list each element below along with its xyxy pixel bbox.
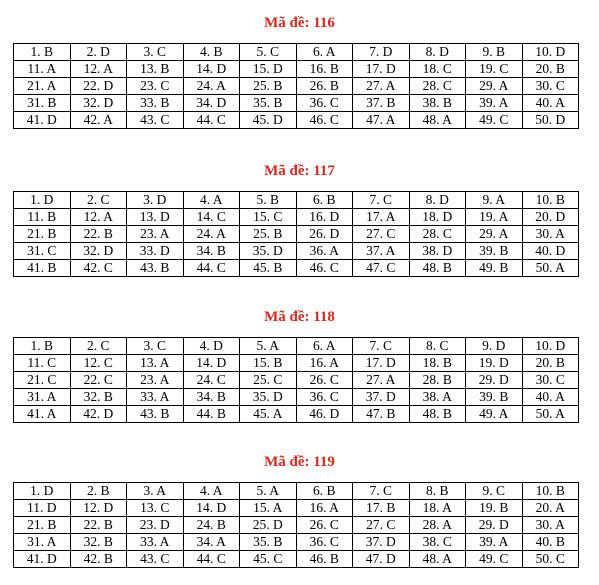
answer-cell: 19. D xyxy=(466,355,523,372)
answer-cell: 2. C xyxy=(70,192,127,209)
answer-cell: 10. D xyxy=(522,44,579,61)
answer-cell: 48. B xyxy=(409,260,466,277)
answer-cell: 32. B xyxy=(70,389,127,406)
answer-cell: 34. B xyxy=(183,389,240,406)
answer-cell: 11. B xyxy=(14,209,71,226)
answer-cell: 9. A xyxy=(466,192,523,209)
answer-section-119 xyxy=(0,452,599,566)
answer-cell: 8. B xyxy=(409,483,466,500)
answer-cell: 50. D xyxy=(522,112,579,129)
answer-cell: 29. D xyxy=(466,517,523,534)
answer-cell: 42. B xyxy=(70,551,127,568)
answer-cell: 3. C xyxy=(127,338,184,355)
answer-table xyxy=(13,191,579,277)
answer-cell: 7. C xyxy=(353,192,410,209)
answer-cell: 28. A xyxy=(409,517,466,534)
answer-cell: 41. B xyxy=(14,260,71,277)
answer-cell: 32. B xyxy=(70,534,127,551)
answer-cell: 26. D xyxy=(296,226,353,243)
answer-cell: 35. B xyxy=(240,95,297,112)
answer-cell: 27. A xyxy=(353,78,410,95)
answer-cell: 13. A xyxy=(127,355,184,372)
answer-cell: 39. A xyxy=(466,95,523,112)
answer-cell: 33. A xyxy=(127,389,184,406)
answer-cell: 9. C xyxy=(466,483,523,500)
answer-cell: 45. C xyxy=(240,551,297,568)
answer-cell: 19. A xyxy=(466,209,523,226)
answer-cell: 30. A xyxy=(522,226,579,243)
answer-cell: 48. A xyxy=(409,112,466,129)
answer-cell: 23. A xyxy=(127,372,184,389)
answer-cell: 13. D xyxy=(127,209,184,226)
answer-cell: 22. C xyxy=(70,372,127,389)
answer-table xyxy=(13,337,579,423)
answer-cell: 26. B xyxy=(296,78,353,95)
answer-cell: 13. B xyxy=(127,61,184,78)
answer-cell: 2. D xyxy=(70,44,127,61)
answer-cell: 47. B xyxy=(353,406,410,423)
answer-cell: 7. D xyxy=(353,44,410,61)
answer-cell: 1. D xyxy=(14,483,71,500)
answer-cell: 14. C xyxy=(183,209,240,226)
answer-cell: 15. C xyxy=(240,209,297,226)
answer-cell: 45. D xyxy=(240,112,297,129)
answer-cell: 18. B xyxy=(409,355,466,372)
answer-cell: 32. D xyxy=(70,243,127,260)
answer-cell: 24. A xyxy=(183,78,240,95)
section-title: Mã đề: 119 xyxy=(264,454,335,470)
answer-cell: 50. A xyxy=(522,406,579,423)
answer-cell: 47. C xyxy=(353,260,410,277)
answer-cell: 34. A xyxy=(183,534,240,551)
answer-cell: 36. C xyxy=(296,95,353,112)
answer-cell: 23. D xyxy=(127,517,184,534)
section-title: Mã đề: 118 xyxy=(264,309,335,325)
answer-cell: 4. A xyxy=(183,192,240,209)
answer-cell: 8. C xyxy=(409,338,466,355)
answer-cell: 18. D xyxy=(409,209,466,226)
answer-cell: 14. D xyxy=(183,500,240,517)
answer-cell: 8. D xyxy=(409,44,466,61)
answer-cell: 17. A xyxy=(353,209,410,226)
answer-cell: 5. A xyxy=(240,483,297,500)
answer-cell: 35. D xyxy=(240,389,297,406)
answer-cell: 41. D xyxy=(14,551,71,568)
answer-cell: 11. C xyxy=(14,355,71,372)
answer-cell: 43. C xyxy=(127,112,184,129)
answer-cell: 46. C xyxy=(296,260,353,277)
answer-cell: 31. C xyxy=(14,243,71,260)
answer-cell: 25. B xyxy=(240,78,297,95)
answer-cell: 21. B xyxy=(14,517,71,534)
answer-cell: 40. B xyxy=(522,534,579,551)
answer-cell: 44. C xyxy=(183,112,240,129)
answer-table xyxy=(13,43,579,129)
answer-cell: 16. D xyxy=(296,209,353,226)
answer-cell: 5. B xyxy=(240,192,297,209)
answer-cell: 6. B xyxy=(296,192,353,209)
answer-cell: 12. D xyxy=(70,500,127,517)
table-row xyxy=(14,517,579,534)
answer-cell: 16. A xyxy=(296,500,353,517)
answer-cell: 17. D xyxy=(353,355,410,372)
answer-cell: 25. D xyxy=(240,517,297,534)
answer-cell: 22. B xyxy=(70,517,127,534)
answer-cell: 30. C xyxy=(522,78,579,95)
answer-cell: 37. D xyxy=(353,389,410,406)
answer-cell: 43. B xyxy=(127,260,184,277)
answer-cell: 35. B xyxy=(240,534,297,551)
answer-cell: 42. C xyxy=(70,260,127,277)
answer-cell: 15. D xyxy=(240,61,297,78)
answer-cell: 45. A xyxy=(240,406,297,423)
answer-cell: 19. B xyxy=(466,500,523,517)
table-row xyxy=(14,243,579,260)
answer-cell: 10. D xyxy=(522,338,579,355)
answer-cell: 27. A xyxy=(353,372,410,389)
answer-cell: 31. A xyxy=(14,534,71,551)
answer-cell: 48. A xyxy=(409,551,466,568)
answer-cell: 33. B xyxy=(127,95,184,112)
answer-cell: 20. B xyxy=(522,355,579,372)
answer-cell: 16. B xyxy=(296,61,353,78)
answer-cell: 10. B xyxy=(522,192,579,209)
answer-cell: 6. A xyxy=(296,338,353,355)
answer-cell: 21. C xyxy=(14,372,71,389)
answer-cell: 38. D xyxy=(409,243,466,260)
answer-cell: 1. B xyxy=(14,338,71,355)
answer-cell: 48. B xyxy=(409,406,466,423)
table-row xyxy=(14,551,579,568)
answer-cell: 9. D xyxy=(466,338,523,355)
answer-cell: 21. A xyxy=(14,78,71,95)
answer-cell: 31. A xyxy=(14,389,71,406)
answer-cell: 3. C xyxy=(127,44,184,61)
answer-cell: 42. D xyxy=(70,406,127,423)
answer-cell: 16. A xyxy=(296,355,353,372)
table-row xyxy=(14,534,579,551)
answer-cell: 46. B xyxy=(296,551,353,568)
answer-cell: 35. D xyxy=(240,243,297,260)
table-row xyxy=(14,355,579,372)
answer-cell: 43. B xyxy=(127,406,184,423)
answer-table xyxy=(13,482,579,568)
answer-cell: 33. D xyxy=(127,243,184,260)
answer-cell: 39. A xyxy=(466,534,523,551)
answer-cell: 30. A xyxy=(522,517,579,534)
answer-cell: 25. C xyxy=(240,372,297,389)
answer-cell: 36. C xyxy=(296,389,353,406)
answer-cell: 50. A xyxy=(522,260,579,277)
answer-cell: 11. D xyxy=(14,500,71,517)
answer-cell: 33. A xyxy=(127,534,184,551)
answer-cell: 8. D xyxy=(409,192,466,209)
answer-cell: 10. B xyxy=(522,483,579,500)
answer-cell: 25. B xyxy=(240,226,297,243)
answer-cell: 14. D xyxy=(183,355,240,372)
answer-section-117 xyxy=(0,161,599,275)
answer-cell: 17. B xyxy=(353,500,410,517)
answer-cell: 26. C xyxy=(296,372,353,389)
answer-cell: 28. C xyxy=(409,226,466,243)
answer-cell: 30. C xyxy=(522,372,579,389)
answer-cell: 20. D xyxy=(522,209,579,226)
answer-cell: 2. B xyxy=(70,483,127,500)
section-title: Mã đề: 117 xyxy=(264,163,335,179)
answer-cell: 38. B xyxy=(409,95,466,112)
answer-cell: 17. D xyxy=(353,61,410,78)
table-row xyxy=(14,260,579,277)
answer-cell: 22. B xyxy=(70,226,127,243)
answer-cell: 19. C xyxy=(466,61,523,78)
answer-cell: 49. C xyxy=(466,551,523,568)
answer-cell: 6. A xyxy=(296,44,353,61)
answer-cell: 5. A xyxy=(240,338,297,355)
answer-cell: 40. D xyxy=(522,243,579,260)
answer-cell: 37. B xyxy=(353,95,410,112)
answer-cell: 4. A xyxy=(183,483,240,500)
answer-cell: 13. C xyxy=(127,500,184,517)
answer-cell: 20. B xyxy=(522,61,579,78)
answer-cell: 5. C xyxy=(240,44,297,61)
answer-cell: 20. A xyxy=(522,500,579,517)
table-row xyxy=(14,209,579,226)
answer-cell: 12. C xyxy=(70,355,127,372)
answer-section-116 xyxy=(0,13,599,127)
answer-cell: 9. B xyxy=(466,44,523,61)
answer-cell: 34. D xyxy=(183,95,240,112)
table-row xyxy=(14,500,579,517)
table-row xyxy=(14,226,579,243)
answer-cell: 44. C xyxy=(183,260,240,277)
answer-cell: 24. B xyxy=(183,517,240,534)
answer-cell: 47. A xyxy=(353,112,410,129)
table-row xyxy=(14,44,579,61)
answer-cell: 3. D xyxy=(127,192,184,209)
answer-cell: 34. B xyxy=(183,243,240,260)
answer-cell: 38. C xyxy=(409,534,466,551)
answer-cell: 41. A xyxy=(14,406,71,423)
answer-cell: 15. A xyxy=(240,500,297,517)
answer-cell: 44. B xyxy=(183,406,240,423)
answer-cell: 38. A xyxy=(409,389,466,406)
answer-cell: 29. A xyxy=(466,78,523,95)
table-row xyxy=(14,78,579,95)
answer-cell: 22. D xyxy=(70,78,127,95)
answer-cell: 2. C xyxy=(70,338,127,355)
answer-cell: 4. D xyxy=(183,338,240,355)
answer-cell: 28. B xyxy=(409,372,466,389)
table-row xyxy=(14,192,579,209)
answer-cell: 4. B xyxy=(183,44,240,61)
table-row xyxy=(14,372,579,389)
answer-cell: 41. D xyxy=(14,112,71,129)
answer-cell: 7. C xyxy=(353,483,410,500)
answer-cell: 23. A xyxy=(127,226,184,243)
answer-section-118 xyxy=(0,307,599,421)
answer-cell: 36. C xyxy=(296,534,353,551)
section-title: Mã đề: 116 xyxy=(264,15,335,31)
answer-cell: 18. A xyxy=(409,500,466,517)
answer-cell: 29. A xyxy=(466,226,523,243)
answer-cell: 50. C xyxy=(522,551,579,568)
answer-cell: 18. C xyxy=(409,61,466,78)
answer-cell: 14. D xyxy=(183,61,240,78)
table-row xyxy=(14,389,579,406)
answer-cell: 46. D xyxy=(296,406,353,423)
answer-cell: 29. D xyxy=(466,372,523,389)
answer-cell: 39. B xyxy=(466,389,523,406)
answer-cell: 40. A xyxy=(522,389,579,406)
answer-cell: 49. C xyxy=(466,112,523,129)
table-row xyxy=(14,483,579,500)
answer-cell: 37. D xyxy=(353,534,410,551)
answer-cell: 27. C xyxy=(353,517,410,534)
answer-cell: 15. B xyxy=(240,355,297,372)
answer-cell: 23. C xyxy=(127,78,184,95)
answer-cell: 24. C xyxy=(183,372,240,389)
answer-cell: 49. B xyxy=(466,260,523,277)
answer-cell: 24. A xyxy=(183,226,240,243)
answer-cell: 37. A xyxy=(353,243,410,260)
answer-cell: 1. D xyxy=(14,192,71,209)
answer-cell: 12. A xyxy=(70,209,127,226)
answer-cell: 46. C xyxy=(296,112,353,129)
answer-cell: 39. B xyxy=(466,243,523,260)
answer-cell: 47. D xyxy=(353,551,410,568)
answer-cell: 3. A xyxy=(127,483,184,500)
answer-cell: 49. A xyxy=(466,406,523,423)
table-row xyxy=(14,112,579,129)
answer-cell: 36. A xyxy=(296,243,353,260)
answer-cell: 26. C xyxy=(296,517,353,534)
answer-cell: 21. B xyxy=(14,226,71,243)
answer-cell: 43. C xyxy=(127,551,184,568)
answer-cell: 6. B xyxy=(296,483,353,500)
table-row xyxy=(14,406,579,423)
table-row xyxy=(14,338,579,355)
answer-cell: 31. B xyxy=(14,95,71,112)
table-row xyxy=(14,95,579,112)
answer-cell: 45. B xyxy=(240,260,297,277)
answer-cell: 44. C xyxy=(183,551,240,568)
answer-cell: 7. C xyxy=(353,338,410,355)
answer-cell: 32. D xyxy=(70,95,127,112)
table-row xyxy=(14,61,579,78)
answer-cell: 28. C xyxy=(409,78,466,95)
answer-cell: 12. A xyxy=(70,61,127,78)
answer-cell: 40. A xyxy=(522,95,579,112)
answer-cell: 42. A xyxy=(70,112,127,129)
answer-cell: 11. A xyxy=(14,61,71,78)
answer-cell: 1. B xyxy=(14,44,71,61)
answer-cell: 27. C xyxy=(353,226,410,243)
